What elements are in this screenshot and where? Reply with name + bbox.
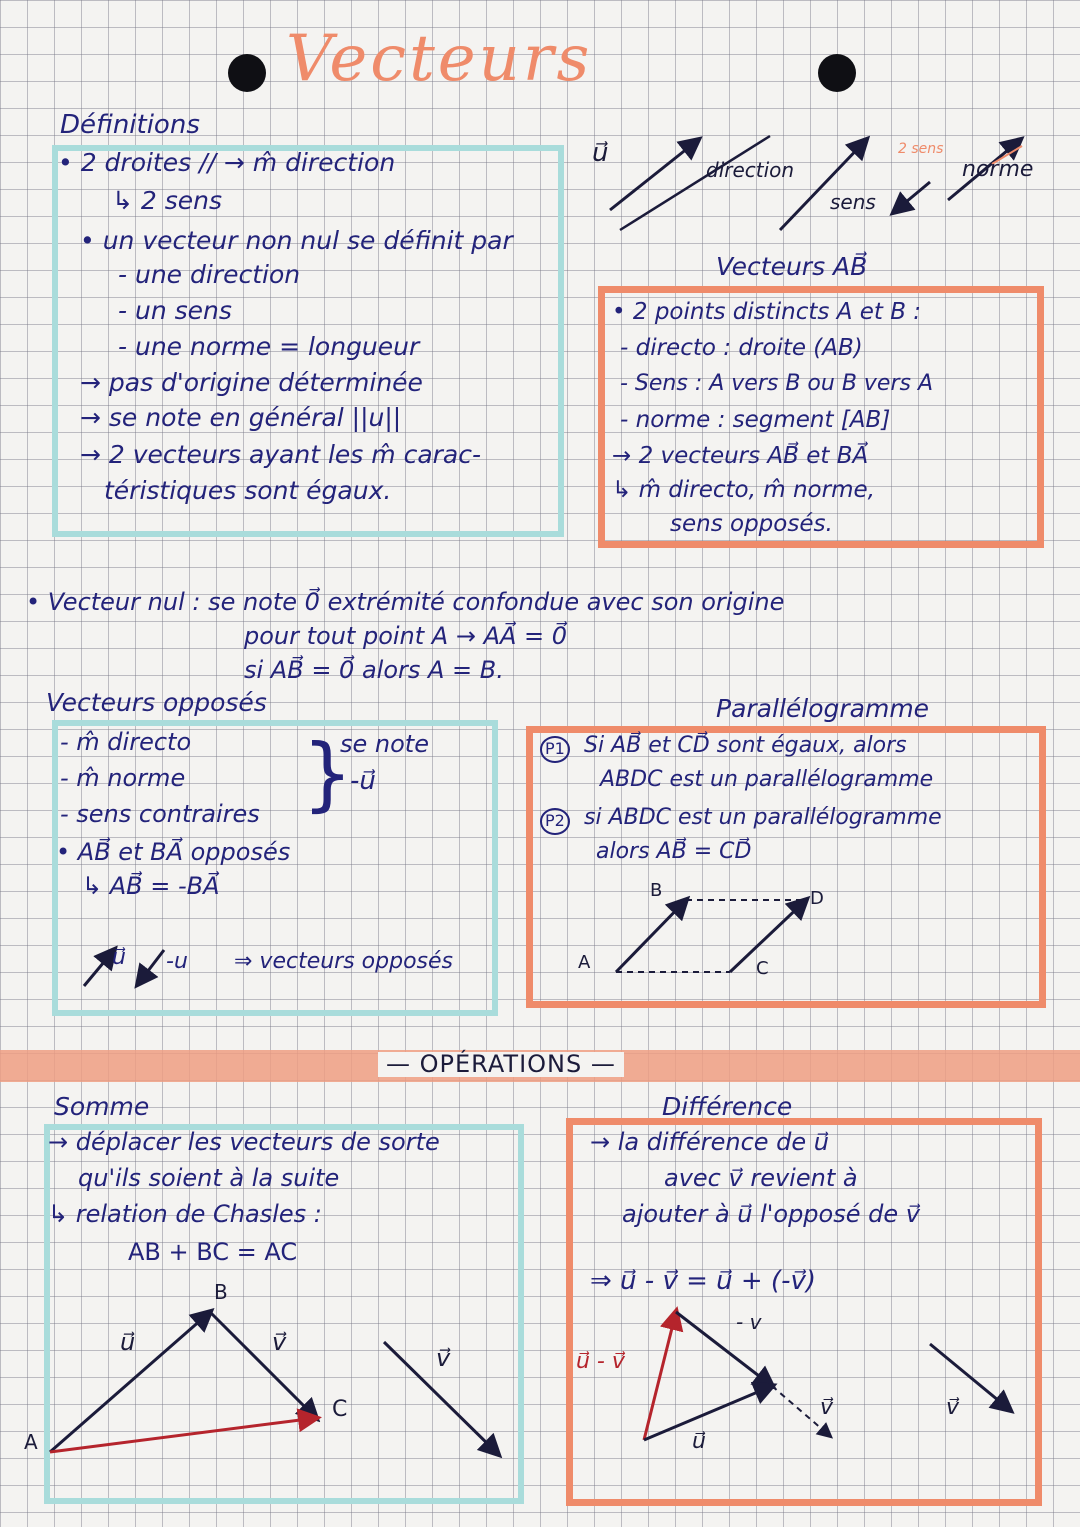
parallelogram-figure — [580, 878, 840, 978]
difference-figure — [630, 1300, 1040, 1450]
vecteur-ab-line: → 2 vecteurs AB⃗ et BA⃗ — [612, 443, 869, 469]
difference-v-label: v⃗ — [820, 1395, 834, 1420]
para-point-a: A — [578, 952, 591, 973]
somme-heading: Somme — [54, 1092, 150, 1121]
def-line: → se note en général ||u|| — [80, 403, 402, 432]
fig-u-label: u⃗ — [592, 138, 609, 168]
vecteur-ab-heading: Vecteurs AB⃗ — [716, 252, 868, 281]
p2-line: alors AB⃗ = CD⃗ — [596, 839, 752, 864]
opposes-brace: } — [302, 727, 353, 820]
difference-minus-v: - v — [736, 1310, 762, 1334]
somme-line: → déplacer les vecteurs de sorte — [48, 1128, 440, 1156]
opposes-line: - m̂ directo — [60, 728, 192, 756]
somme-line: qu'ils soient à la suite — [78, 1164, 340, 1192]
difference-v2-label: v⃗ — [946, 1395, 960, 1420]
para-point-d: D — [810, 888, 824, 909]
vecteur-ab-line: ↳ m̂ directo, m̂ norme, — [612, 477, 875, 503]
difference-formula: ⇒ u⃗ - v⃗ = u⃗ + (-v⃗) — [590, 1266, 816, 1296]
operations-title: — OPÉRATIONS — — [378, 1052, 624, 1077]
opposes-ab-ba: • AB⃗ et BA⃗ opposés — [56, 838, 291, 866]
bullet-dot-left — [228, 54, 266, 92]
opposes-relation: ↳ AB⃗ = -BA⃗ — [82, 872, 220, 900]
vector-characteristics-figure — [580, 130, 1060, 240]
fig-2sens-label: 2 sens — [898, 141, 944, 157]
difference-heading: Différence — [662, 1092, 793, 1121]
def-line: téristiques sont égaux. — [104, 476, 392, 505]
somme-v2-label: v⃗ — [436, 1344, 451, 1372]
difference-u-label: u⃗ — [692, 1429, 706, 1454]
somme-v-label: v⃗ — [272, 1328, 287, 1356]
para-point-b: B — [650, 880, 663, 901]
vecteur-nul-line: si AB⃗ = 0⃗ alors A = B. — [244, 656, 504, 684]
p1-marker: P1 — [540, 736, 570, 763]
def-line: • un vecteur non nul se définit par — [80, 226, 513, 255]
bullet-dot-right — [818, 54, 856, 92]
vecteur-nul-line: • Vecteur nul : se note 0⃗ extrémité confondue avec son origine — [26, 588, 785, 616]
vecteur-ab-line: - Sens : A vers B ou B vers A — [620, 371, 934, 396]
somme-point-c: C — [332, 1397, 348, 1422]
parallelogramme-heading: Parallélogramme — [716, 694, 930, 723]
p2-line: si ABDC est un parallélogramme — [584, 805, 942, 830]
difference-line: avec v⃗ revient à — [664, 1164, 858, 1192]
difference-line: ajouter à u⃗ l'opposé de v⃗ — [622, 1200, 920, 1228]
vecteur-nul-line: pour tout point A → AA⃗ = 0⃗ — [244, 622, 568, 650]
opposes-u: u⃗ — [112, 945, 126, 970]
fig-sens-label: sens — [830, 190, 876, 214]
vecteur-ab-line: - directo : droite (AB) — [620, 335, 863, 361]
def-line: → 2 vecteurs ayant les m̂ carac- — [80, 440, 482, 469]
opposes-conclusion: ⇒ vecteurs opposés — [234, 949, 453, 974]
difference-line: → la différence de u⃗ — [590, 1128, 830, 1156]
somme-u-label: u⃗ — [120, 1328, 136, 1356]
vecteur-ab-line: sens opposés. — [670, 511, 833, 537]
vecteur-ab-line: • 2 points distincts A et B : — [612, 299, 922, 325]
opposes-line: - m̂ norme — [60, 764, 186, 792]
page-title: Vecteurs — [286, 22, 593, 96]
opposes-note: se note — [340, 730, 429, 758]
chasles-triangle-figure — [20, 1290, 520, 1460]
p1-line: Si AB⃗ et CD⃗ sont égaux, alors — [584, 733, 907, 758]
p2-marker: P2 — [540, 808, 570, 835]
def-line: - une norme = longueur — [118, 332, 420, 361]
fig-direction-label: direction — [706, 158, 795, 182]
def-line: • 2 droites // → m̂ direction — [58, 148, 396, 177]
opposes-line: - sens contraires — [60, 800, 260, 828]
opposes-note-symbol: -u⃗ — [350, 766, 376, 796]
p1-line: ABDC est un parallélogramme — [600, 767, 934, 792]
opposes-heading: Vecteurs opposés — [46, 688, 267, 717]
somme-point-a: A — [24, 1430, 38, 1454]
def-line: - une direction — [118, 260, 301, 289]
fig-norme-label: norme — [962, 157, 1034, 182]
para-point-c: C — [756, 958, 769, 979]
somme-point-b: B — [214, 1280, 228, 1304]
somme-formula: AB + BC = AC — [128, 1238, 298, 1266]
difference-u-minus-v: u⃗ - v⃗ — [576, 1349, 625, 1374]
def-line: - un sens — [118, 296, 232, 325]
definitions-heading: Définitions — [60, 110, 200, 140]
def-line: → pas d'origine déterminée — [80, 368, 423, 397]
somme-line: ↳ relation de Chasles : — [48, 1200, 322, 1228]
vecteur-ab-line: - norme : segment [AB] — [620, 407, 891, 433]
def-line: ↳ 2 sens — [112, 186, 223, 215]
opposes-minus-u: -u — [166, 949, 188, 974]
